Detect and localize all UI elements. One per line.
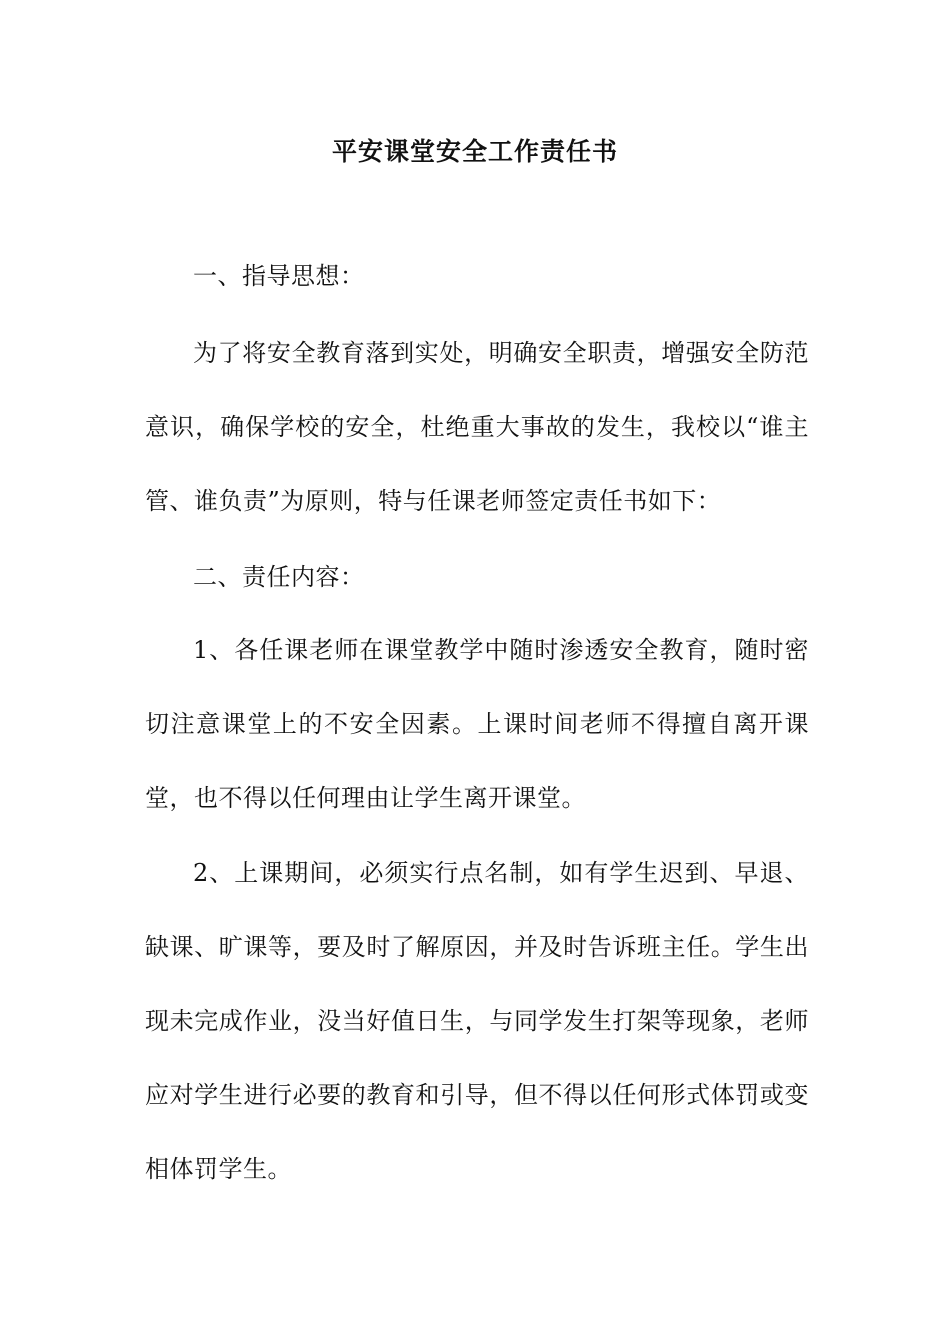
section-heading-responsibilities: 二、责任内容： (193, 563, 365, 591)
paragraph-item-1: 1、各任课老师在课堂教学中随时渗透安全教育，随时密切注意课堂上的不安全因素。上课时间老师不得擅自离开课堂，也不得以任何理由让学生离开课堂。 (145, 636, 809, 812)
document-title: 平安课堂安全工作责任书 (331, 137, 618, 166)
paragraph-purpose: 为了将安全教育落到实处，明确安全职责，增强安全防范意识，确保学校的安全，杜绝重大事故的发生，我校以“谁主管、谁负责”为原则，特与任课老师签定责任书如下： (145, 339, 809, 515)
section-heading-guiding-ideas: 一、指导思想： (193, 262, 365, 290)
paragraph-item-2: 2、上课期间，必须实行点名制，如有学生迟到、早退、缺课、旷课等，要及时了解原因，并及时告诉班主任。学生出现未完成作业，没当好值日生，与同学发生打架等现象，老师应对学生进行必要的教育和引导，但不得以任何形式体罚或变相体罚学生。 (145, 859, 809, 1183)
